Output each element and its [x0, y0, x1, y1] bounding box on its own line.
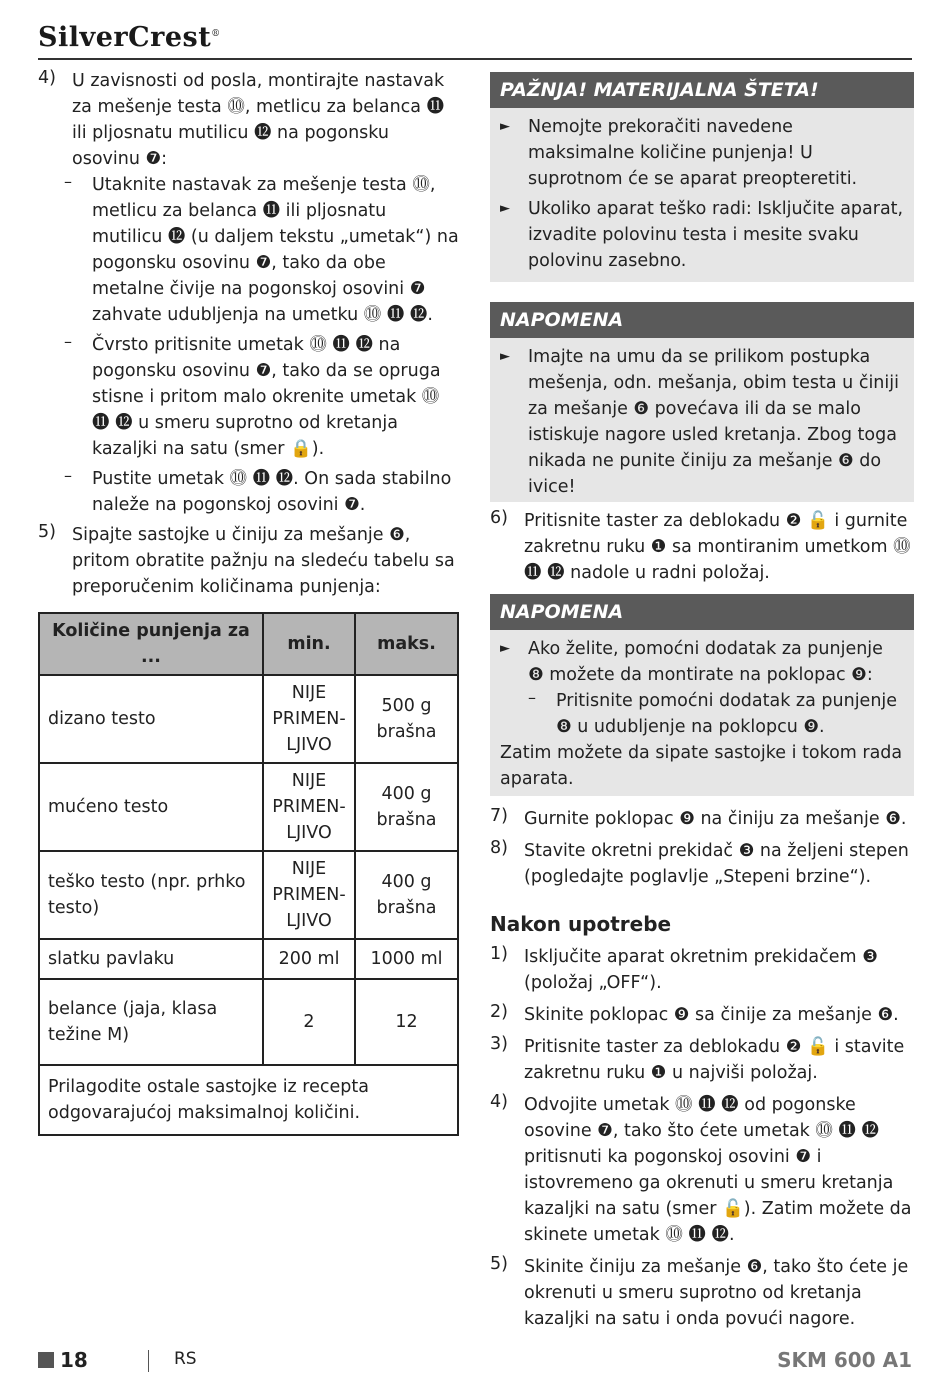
- table-header: min.: [263, 613, 355, 675]
- step-number: 1): [490, 944, 508, 964]
- step-number: 2): [490, 1002, 508, 1022]
- sub-bullet-text: Pritisnite pomoćni dodatak za punjenje ❽ u udubljenje na poklopcu ❾.: [556, 691, 898, 737]
- step-text: Skinite činiju za mešanje ❻, tako što ćete je okrenuti u smeru suprotno od kretanja kazaljki na satu i onda povući nagore.: [524, 1257, 909, 1329]
- sub-bullet-text: Pustite umetak ⓾ ⓫ ⓬. On sada stabilno naleže na pogonskoj osovini ❼.: [92, 469, 452, 515]
- note-box: [490, 302, 914, 502]
- table-cell: NIJE PRIMEN-LJIVO: [263, 675, 355, 763]
- step-7: [490, 806, 914, 832]
- list-item: [500, 114, 904, 192]
- table-footer-row: [39, 1065, 458, 1135]
- page-number: 18: [60, 1348, 88, 1372]
- step-8: [490, 838, 914, 890]
- note-text: Zatim možete da sipate sastojke i tokom rada aparata.: [500, 743, 903, 789]
- list-item-text: Imajte na umu da se prilikom postupka mešenja, odn. mešanja, obim testa u činiji za mešanje ❻ povećava ili da se malo istiskuje nagore usled kretanja. Zbog toga nikada ne punite činiju za mešanje ❻ do ivice!: [528, 347, 899, 497]
- arrow-bullet-icon: ►: [500, 201, 510, 216]
- table-row: [39, 763, 458, 851]
- warning-title: PAŽNJA! MATERIJALNA ŠTETA!: [490, 72, 914, 108]
- table-cell: 400 g brašna: [355, 763, 458, 851]
- arrow-bullet-icon: ►: [500, 119, 510, 134]
- right-column: [490, 72, 914, 1332]
- sub-bullet: – Čvrsto pritisnite umetak ⓾ ⓫ ⓬ na pogonsku osovinu ❼, tako da se opruga stisne i pritom malo okrenite umetak ⓾ ⓫ ⓬ u smeru suprotno od kretanja kazaljki na satu (smer 🔒).: [38, 332, 460, 462]
- table-cell: dizano testo: [39, 675, 263, 763]
- step-number: 6): [490, 508, 508, 528]
- footer-divider: [148, 1350, 149, 1372]
- table-cell: 200 ml: [263, 939, 355, 979]
- table-cell: 400 g brašna: [355, 851, 458, 939]
- table-cell: NIJE PRIMEN-LJIVO: [263, 851, 355, 939]
- step-5: [38, 522, 460, 600]
- sub-bullet-text: Čvrsto pritisnite umetak ⓾ ⓫ ⓬ na pogonsku osovinu ❼, tako da se opruga stisne i pritom malo okrenite umetak ⓾ ⓫ ⓬ u smeru suprotno od kretanja kazaljki na satu (smer 🔒).: [92, 335, 441, 459]
- sub-bullet-text: Utaknite nastavak za mešenje testa ⓾, metlicu za belanca ⓫ ili pljosnatu mutilicu ⓬ (u daljem tekstu „umetak“) na pogonsku osovinu ❼, tako da obe metalne čivije na pogonskoj osovini ❼ zahvate udubljenja na umetku ⓾ ⓫ ⓬.: [92, 175, 459, 325]
- note-title: NAPOMENA: [490, 594, 914, 630]
- language-code: RS: [174, 1349, 197, 1369]
- sub-bullet: – Pritisnite pomoćni dodatak za punjenje ❽ u udubljenje na poklopcu ❾.: [500, 688, 904, 740]
- table-row: [39, 979, 458, 1065]
- sub-bullet: – Pustite umetak ⓾ ⓫ ⓬. On sada stabilno naleže na pogonskoj osovini ❼.: [38, 466, 460, 518]
- step-text: Odvojite umetak ⓾ ⓫ ⓬ od pogonske osovine ❼, tako što ćete umetak ⓾ ⓫ ⓬ pritisnuti ka pogonskoj osovini ❼ i istovremeno ga okrenuti u smeru kretanja kazaljki na satu (smer 🔓). Zatim možete da skinete umetak ⓾ ⓫ ⓬.: [524, 1095, 912, 1245]
- step-number: 8): [490, 838, 508, 858]
- table-cell: NIJE PRIMEN-LJIVO: [263, 763, 355, 851]
- table-cell: 12: [355, 979, 458, 1065]
- model-number: SKM 600 A1: [777, 1348, 912, 1372]
- list-item-text: Nemojte prekoračiti navedene maksimalne količine punjenja! U suprotnom će se aparat preopteretiti.: [528, 117, 858, 189]
- step-number: 5): [38, 522, 56, 542]
- step-text: Isključite aparat okretnim prekidačem ❸ (položaj „OFF“).: [524, 947, 878, 993]
- table-cell: belance (jaja, klasa težine M): [39, 979, 263, 1065]
- table-header: maks.: [355, 613, 458, 675]
- step-text: Sipajte sastojke u činiju za mešanje ❻, pritom obratite pažnju na sledeću tabelu sa preporučenim količinama punjenja:: [72, 525, 455, 597]
- step-text: Skinite poklopac ❾ sa činije za mešanje ❻.: [524, 1005, 899, 1025]
- table-cell: mućeno testo: [39, 763, 263, 851]
- table-cell: 2: [263, 979, 355, 1065]
- step-text: Pritisnite taster za deblokadu ❷ 🔓 i gurnite zakretnu ruku ❶ sa montiranim umetkom ⓾ ⓫ ⓬ nadole u radni položaj.: [524, 511, 911, 583]
- step-text: Pritisnite taster za deblokadu ❷ 🔓 i stavite zakretnu ruku ❶ u najviši položaj.: [524, 1037, 905, 1083]
- table-cell: slatku pavlaku: [39, 939, 263, 979]
- warning-box: [490, 72, 914, 282]
- after-step-5: [490, 1254, 914, 1332]
- step-number: 7): [490, 806, 508, 826]
- step-number: 4): [38, 68, 56, 88]
- fill-quantity-table: [38, 612, 459, 1136]
- step-4: [38, 68, 460, 172]
- table-header: Količine punjenja za ...: [39, 613, 263, 675]
- table-row: [39, 675, 458, 763]
- after-step-2: [490, 1002, 914, 1028]
- left-column: [38, 68, 460, 1136]
- list-item-text: Ukoliko aparat teško radi: Isključite aparat, izvadite polovinu testa i mesite svaku polovinu zasebno.: [528, 199, 904, 271]
- section-heading: Nakon upotrebe: [490, 912, 672, 936]
- list-item-text: Ako želite, pomoćni dodatak za punjenje ❽ možete da montirate na poklopac ❾:: [528, 639, 883, 685]
- step-text: U zavisnosti od posla, montirajte nastavak za mešenje testa ⓾, metlicu za belanca ⓫ ili pljosnatu mutilicu ⓬ na pogonsku osovinu ❼:: [72, 71, 445, 169]
- after-step-1: [490, 944, 914, 996]
- step-number: 3): [490, 1034, 508, 1054]
- table-cell: 500 g brašna: [355, 675, 458, 763]
- step-text: Stavite okretni prekidač ❸ na željeni stepen (pogledajte poglavlje „Stepeni brzine“).: [524, 841, 909, 887]
- table-row: [39, 939, 458, 979]
- note-box: [490, 594, 914, 796]
- note-title: NAPOMENA: [490, 302, 914, 338]
- arrow-bullet-icon: ►: [500, 641, 510, 656]
- step-6: [490, 508, 914, 586]
- table-footer-note: Prilagodite ostale sastojke iz recepta odgovarajućoj maksimalnoj količini.: [39, 1065, 458, 1135]
- table-row: [39, 851, 458, 939]
- after-step-3: [490, 1034, 914, 1086]
- brand-logo: SilverCrest®: [38, 22, 221, 53]
- list-item: [500, 344, 904, 500]
- after-step-4: [490, 1092, 914, 1248]
- header-rule: [38, 58, 912, 60]
- step-number: 4): [490, 1092, 508, 1112]
- sub-bullet: – Utaknite nastavak za mešenje testa ⓾, metlicu za belanca ⓫ ili pljosnatu mutilicu ⓬ (u daljem tekstu „umetak“) na pogonsku osovinu ❼, tako da obe metalne čivije na pogonskoj osovini ❼ zahvate udubljenja na umetku ⓾ ⓫ ⓬.: [38, 172, 460, 328]
- table-cell: teško testo (npr. prhko testo): [39, 851, 263, 939]
- list-item: [500, 636, 904, 688]
- step-number: 5): [490, 1254, 508, 1274]
- arrow-bullet-icon: ►: [500, 349, 510, 364]
- step-text: Gurnite poklopac ❾ na činiju za mešanje ❻.: [524, 809, 907, 829]
- table-cell: 1000 ml: [355, 939, 458, 979]
- list-item: [500, 196, 904, 274]
- square-marker-icon: [38, 1352, 54, 1368]
- page-footer: [38, 1348, 912, 1374]
